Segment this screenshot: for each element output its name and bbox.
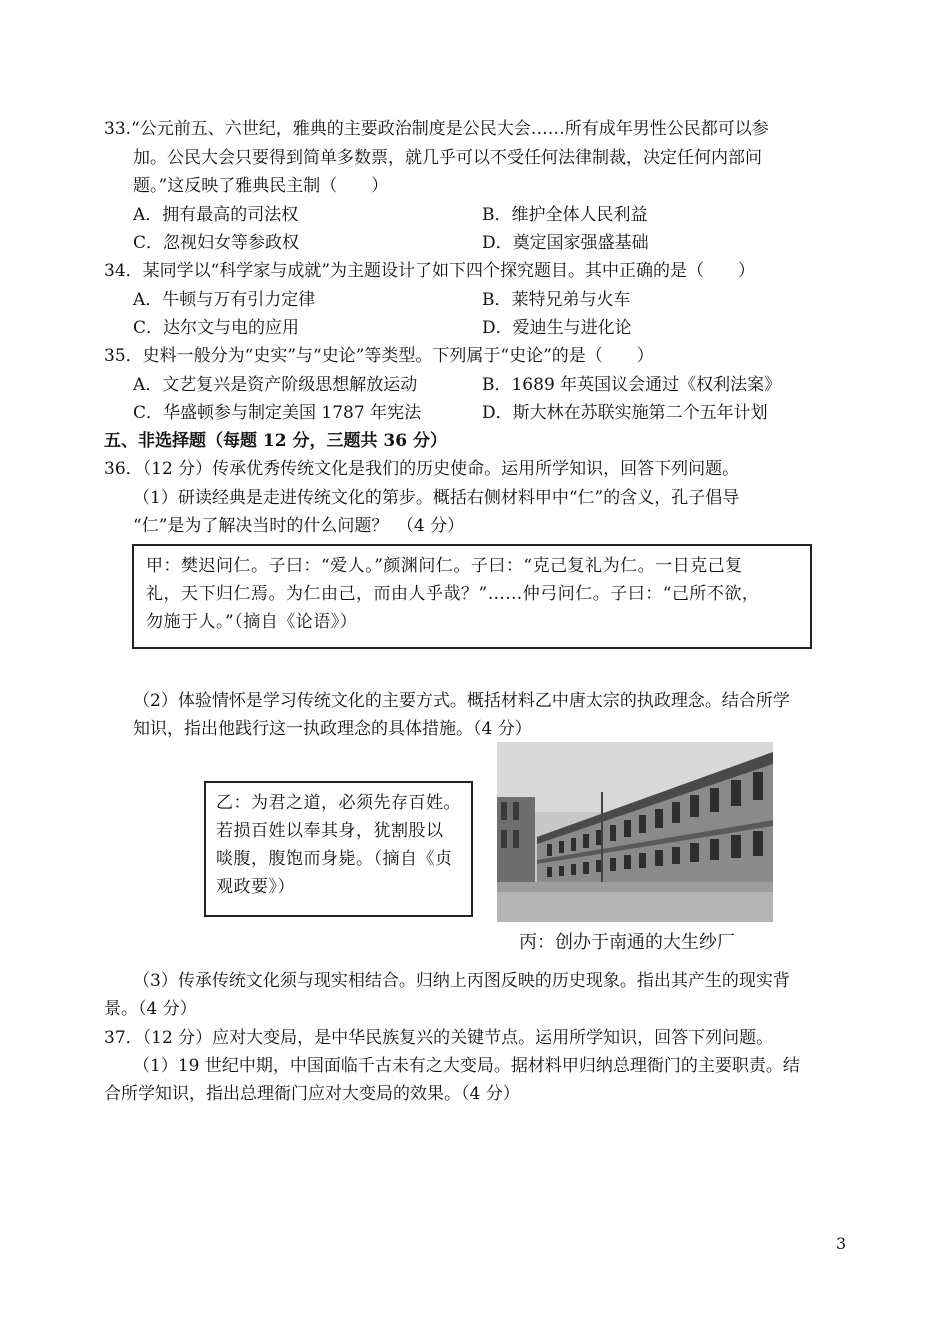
material-jia-line-1: 甲：樊迟问仁。子曰：“爱人。”颜渊问仁。子曰：“克己复礼为仁。一日克己复 — [146, 556, 743, 576]
q36-stem: 36．（12 分）传承优秀传统文化是我们的历史使命。运用所学知识，回答下列问题。 — [104, 459, 740, 479]
q37-part1-line-2: 合所学知识，指出总理衙门应对大变局的效果。（4 分） — [104, 1084, 520, 1104]
q35-option-a: A．文艺复兴是资产阶级思想解放运动 — [133, 375, 418, 395]
q33-stem-line-1: 33.“公元前五、六世纪，雅典的主要政治制度是公民大会……所有成年男性公民都可以参 — [104, 119, 769, 139]
factory-photo — [497, 742, 773, 922]
q34-option-b: B．莱特兄弟与火车 — [482, 290, 631, 310]
material-yi-box — [204, 781, 473, 917]
q35-option-d: D．斯大林在苏联实施第二个五年计划 — [482, 403, 768, 423]
q36-part3-line-1: （3）传承传统文化须与现实相结合。归纳上丙图反映的历史现象。指出其产生的现实背 — [133, 971, 790, 991]
q36-part1-line-1: （1）研读经典是走进传统文化的第步。概括右侧材料甲中“仁”的含义，孔子倡导 — [133, 488, 740, 508]
q34-option-a: A．牛顿与万有引力定律 — [133, 290, 316, 310]
material-jia-line-2: 礼，天下归仁焉。为仁由己，而由人乎哉？”……仲弓问仁。子曰：“己所不欲， — [146, 584, 760, 604]
page-number: 3 — [836, 1234, 847, 1253]
material-yi-line-3: 啖腹，腹饱而身毙。（摘自《贞 — [216, 849, 453, 869]
q33-stem-line-3: 题。”这反映了雅典民主制（ ） — [133, 176, 389, 196]
q33-option-b: B．维护全体人民利益 — [482, 205, 648, 225]
material-jia-line-3: 勿施于人。”（摘自《论语》） — [146, 612, 358, 632]
material-yi-line-2: 若损百姓以奉其身，犹割股以 — [216, 821, 444, 841]
q34-stem: 34．某同学以“科学家与成就”为主题设计了如下四个探究题目。其中正确的是（ ） — [104, 261, 756, 281]
material-yi-line-4: 观政要》） — [216, 877, 295, 897]
q34-option-c: C．达尔文与电的应用 — [133, 318, 300, 338]
q36-part1-line-2: “仁”是为了解决当时的什么问题？ （4 分） — [133, 516, 465, 536]
q33-option-a: A．拥有最高的司法权 — [133, 205, 299, 225]
q35-option-b: B．1689 年英国议会通过《权利法案》 — [482, 375, 782, 395]
q34-option-d: D．爱迪生与进化论 — [482, 318, 632, 338]
q33-option-d: D．奠定国家强盛基础 — [482, 233, 649, 253]
photo-caption: 丙：创办于南通的大生纱厂 — [519, 932, 735, 953]
q37-part1-line-1: （1）19 世纪中期，中国面临千古未有之大变局。据材料甲归纳总理衙门的主要职责。结 — [133, 1056, 800, 1076]
q35-stem: 35．史料一般分为“史实”与“史论”等类型。下列属于“史论”的是（ ） — [104, 346, 654, 366]
q33-option-c: C．忽视妇女等参政权 — [133, 233, 300, 253]
q36-part2-line-1: （2）体验情怀是学习传统文化的主要方式。概括材料乙中唐太宗的执政理念。结合所学 — [133, 691, 790, 711]
q36-part3-line-2: 景。（4 分） — [104, 999, 197, 1019]
q35-option-c: C．华盛顿参与制定美国 1787 年宪法 — [133, 403, 422, 423]
section-title: 五、非选择题（每题 12 分，三题共 36 分） — [104, 431, 447, 451]
q36-part2-line-2: 知识，指出他践行这一执政理念的具体措施。（4 分） — [133, 719, 532, 739]
material-yi-line-1: 乙：为君之道，必须先存百姓。 — [216, 793, 461, 813]
material-jia-box — [132, 544, 812, 649]
q37-stem: 37．（12 分）应对大变局，是中华民族复兴的关键节点。运用所学知识，回答下列问题。 — [104, 1028, 774, 1048]
q33-stem-line-2: 加。公民大会只要得到简单多数票，就几乎可以不受任何法律制裁，决定任何内部问 — [133, 148, 762, 168]
